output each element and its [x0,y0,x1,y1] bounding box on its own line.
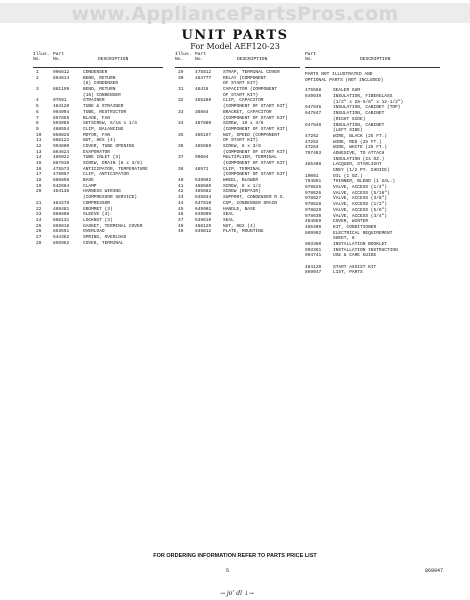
part-description: BEND, RETURN [83,87,116,93]
header-no: No. [305,57,314,62]
illus-number: 28 [36,240,42,246]
part-description: KIT, CONDITIONER [333,224,377,230]
illus-number: 3 [36,87,39,93]
part-description: OF START KIT) [223,81,259,87]
part-description: CLIP, ANTICIPATOR [83,172,129,178]
part-description: VALVE, ACCESS (5/16") [333,190,390,196]
header-rule [175,67,300,68]
part-description: (COMPONENT OF START KIT) [223,104,288,110]
part-number: 978630 [305,213,322,219]
part-number: 868122 [53,138,70,144]
part-number: 475573 [53,166,70,172]
header-description: DESCRIPTION [360,57,391,62]
part-description: STRAP, TERMINAL COVER [223,70,280,75]
part-number: 978628 [305,202,322,208]
part-number: 994741 [305,253,322,259]
illus-number: 10 [36,132,42,138]
header-no: No. [33,57,42,62]
part-number: 978625 [305,185,322,191]
part-number: 649809 [195,212,212,218]
part-description: SLEEVE (3) [83,212,111,218]
part-description: NUT, SPEED (COMPONENT [223,132,280,138]
header-description: DESCRIPTION [98,57,129,62]
part-description: VALVE, ACCESS (3/8") [333,196,388,202]
illus-number: 4 [36,98,39,104]
parts-row [33,241,163,247]
part-description: INSULATION (24 OZ.) [333,156,385,162]
part-description: WIRE, BLACK (25 FT.) [333,133,388,139]
illus-number: 7 [36,115,39,121]
part-number: 647810 [195,200,212,206]
illus-number: 30 [178,75,184,81]
part-description: STRAINER [83,98,105,104]
part-description: CLIP, BALANCING [83,126,124,132]
part-description: TUBE INLET (3) [83,155,121,161]
part-number: 794851 [305,179,322,185]
part-description: GASKET, TERMINAL COVER [83,223,143,229]
part-description: ADHESIVE, TO ATTACH [333,150,385,156]
illus-number: 19 [36,183,42,189]
part-number: 887810 [53,161,70,166]
illus-number: 49 [178,229,184,235]
part-number: 484120 [305,264,322,270]
part-description: (COMPONENT OF START KIT) [223,126,288,132]
part-description: SPRING, OVERLOAD [83,234,127,240]
illus-number: 36 [178,143,184,149]
part-description: BASE [83,178,94,184]
header-no: No. [53,57,62,62]
part-description: (COMPONENT OF START KIT) [223,115,288,121]
part-number: 644362 [53,234,70,240]
part-number: 864614 [53,75,70,81]
part-description: ELECTRICAL REQUIREMENT [333,230,393,236]
part-description: NUT, HEX (4) [83,138,116,144]
illus-number: 45 [178,206,184,212]
part-description: CLIP, CAPACITOR [223,98,264,104]
part-number: 485669 [195,143,212,149]
part-number: 47262 [305,139,319,145]
part-description: LACQUER, STARLIGHT [333,162,382,168]
illus-number: 47 [178,217,184,223]
part-number: 649812 [195,229,212,235]
part-description: (RIGHT SIDE) [333,116,366,122]
note-line: OPTIONAL PARTS (NOT INCLUDED) [305,77,384,83]
rows-col2 [175,70,300,235]
illus-number: 11 [36,138,42,144]
header-part: Part [53,52,65,57]
part-description: BEND, RETURN [83,75,116,81]
part-number: 858826 [53,132,70,138]
illus-number: 34 [178,121,184,127]
not-illustrated-note [305,72,440,83]
header-illus: Illus. [33,52,50,57]
part-description: VALVE, ACCESS (1/4") [333,185,388,191]
parts-row [305,270,440,276]
part-number: 484120 [53,104,70,110]
illus-number: 16 [36,166,42,172]
part-number: 469481 [53,206,70,212]
part-number: 869818 [53,223,70,229]
part-description: WIRE, WHITE (25 FT.) [333,145,388,151]
part-number: 994994 [53,109,70,115]
illus-number: 42 [178,189,184,195]
illus-number: 40 [178,178,184,184]
illus-number: 21 [36,200,42,206]
part-description: OF START KIT) [223,92,259,98]
part-number: 864624 [53,149,70,155]
illus-number: 25 [36,223,42,229]
part-description: SEAL [223,217,234,223]
illus-number: 15 [36,161,42,166]
part-description: WHEEL, BLOWER [223,178,259,184]
illus-number: 2 [36,75,39,81]
part-description: INSTALLATION BOOKLET [333,241,388,247]
part-number: 593085 [53,121,70,127]
part-number: 484136 [53,189,70,195]
illus-number: 8 [36,121,39,127]
part-description: (8) CONDENSER [83,81,119,87]
part-number: 869047 [305,270,322,276]
part-number: 993360 [305,241,322,247]
part-description: USE & CARE GUIDE [333,253,377,259]
illus-number: 27 [36,234,42,240]
part-description: HARNESS WIRING [83,189,121,195]
part-number: 485682 [195,189,212,195]
part-number: 484869 [305,219,322,225]
part-number: 488554 [53,126,70,132]
part-number: 649802 [195,178,212,184]
header-no: No. [175,57,184,62]
part-number: 38864 [195,109,209,115]
note-line: PARTS NOT ILLUSTRATED AND [305,72,373,77]
illus-number: 48 [178,223,184,229]
part-number: 868898 [53,212,70,218]
watermark-banner [0,3,470,23]
rows-col3 [305,88,440,276]
part-description: BRACKET, CAPACITOR [223,109,272,115]
part-description: OIL (1 OZ.) [333,173,363,179]
part-number: 649610 [195,217,212,223]
illus-number: 5 [36,104,39,110]
part-description: SEAL [223,212,234,218]
column-header [175,52,300,67]
illus-number: 22 [36,206,42,212]
part-number: 996812 [53,70,70,75]
part-description: LIST, PARTS [333,270,363,276]
part-description: GROMMET (3) [83,206,113,212]
part-number: 866898 [53,178,70,184]
page-title: UNIT PARTS [181,28,289,43]
part-number: 484278 [53,200,70,206]
illus-number: 31 [178,87,184,93]
part-number: 853551 [53,229,70,235]
part-description: SCREW, 10 x 3/8 [223,121,264,127]
illus-number: 37 [178,155,184,161]
column-header [33,52,163,67]
part-description: MOTOR, FAN [83,132,111,138]
part-number: 642684 [53,183,70,189]
part-number: 465280 [195,98,212,104]
part-description: INSULATION, CABINET (TOP) [333,105,401,111]
illus-number: 12 [36,143,42,149]
rows-col1 [33,70,163,246]
part-description: SCREW, 8 x 3/8 [223,143,261,149]
part-description: TUBE & STRAINER [83,104,124,110]
illus-number: 18 [36,178,42,184]
header-no: No. [195,57,204,62]
part-number: 488120 [195,223,212,229]
illus-number: 35 [178,132,184,138]
part-description: SHEET, 8 [333,236,355,242]
illus-number: 6 [36,109,39,115]
part-number: 797403 [305,150,322,156]
part-number: 647846 [305,105,322,111]
part-description: VALVE, ACCESS (1/2") [333,202,388,208]
parts-column-3 [305,52,440,276]
part-description: HANDLE, BASE [223,206,256,212]
part-description: (COMPONENT OF START KIT) [223,172,288,178]
part-description: BLADE, FAN [83,115,111,121]
part-description: (COMPONENT OF START KIT) [223,161,288,166]
part-description: CUP, CONDENSER DRAIN [223,200,278,206]
column-header [305,52,440,67]
part-description: LOCKNUT (3) [83,217,113,223]
part-description: GREY (1/2 PT. CHOICE) [333,168,390,174]
part-number: 649834 [195,195,212,201]
header-illus: Illus. [175,52,192,57]
part-description: INSULATION, FIBERGLASS [333,94,393,100]
part-number: 488680 [195,183,212,189]
page-number: 5 [226,568,230,574]
part-description: CONDENSER [83,70,108,75]
part-description: THINNER, BLEND (1 GAL.) [333,179,396,185]
part-number: 476057 [53,172,70,178]
illus-number: 20 [36,189,42,195]
parts-row [175,229,300,235]
part-number: 869902 [305,230,322,236]
illus-number: 33 [178,109,184,115]
part-number: 97591 [53,98,67,104]
part-description: VALVE, ACCESS (5/8") [333,207,388,213]
part-description: WIRE, RED (25 FT.) [333,139,382,145]
part-number: 978627 [305,196,322,202]
illus-number: 29 [178,70,184,75]
illus-number: 24 [36,217,42,223]
part-description: INSULATION, CABINET [333,122,385,128]
part-description: OF START KIT) [223,138,259,144]
part-number: 48571 [195,166,209,172]
part-number: 868131 [53,217,70,223]
part-number: 978626 [305,190,322,196]
part-number: 857855 [53,115,70,121]
part-number: 90684 [195,155,209,161]
part-number: 647847 [305,111,322,117]
watermark-text: www.AppliancePartsPros.com [71,3,399,25]
illus-number: 44 [178,200,184,206]
header-part: Part [195,52,207,57]
part-number: 485408 [305,162,322,168]
part-description: RELAY (COMPONENT [223,75,267,81]
part-description: SCREW (REPAIR) [223,189,261,195]
part-description: SEALER GUM [333,88,361,94]
part-number: 484777 [195,75,212,81]
part-number: 475812 [195,70,212,75]
illus-number: 32 [178,98,184,104]
part-description: CAPACITOR (COMPONENT [223,87,278,93]
header-rule [33,67,163,68]
part-description: CLIP, TERMINAL [223,166,261,172]
part-description: MULTIPLIER, TERMINAL [223,155,278,161]
ordering-footer: FOR ORDERING INFORMATION REFER TO PARTS PRICE LIST [153,553,317,559]
part-number: 485022 [53,155,70,161]
document-code: 869047 [425,568,444,574]
illus-number: 14 [36,155,42,161]
part-description: COVER, TERMINAL [83,240,124,246]
part-number: 486197 [195,132,212,138]
part-number: 649901 [195,206,212,212]
model-line: For Model AEF120-23 [190,42,280,51]
part-description: VALVE, ACCESS (3/4") [333,213,388,219]
part-description: PLATE, MOUNTING [223,229,264,235]
part-description: COVER, TUBE OPENING [83,143,135,149]
part-number: 487880 [195,121,212,127]
part-description: (LEFT SIDE) [333,128,363,134]
part-number: 48416 [195,87,209,93]
handwritten-mark: → jo’ dl ↓→ [220,590,254,597]
illus-number: 13 [36,149,42,155]
illus-number: 46 [178,212,184,218]
illus-number: 23 [36,212,42,218]
part-number: 47263 [305,145,319,151]
part-description: INSULATION, CABINET [333,111,385,117]
part-description: SCREW, 8 x 1/2 [223,183,261,189]
part-number: 10081 [305,173,319,179]
illus-number: 17 [36,172,42,178]
header-part: Part [305,52,317,57]
part-number: 47262 [305,133,319,139]
part-description: COMPRESSOR [83,200,111,206]
part-description: COVER, WINTER [333,219,369,225]
illus-number: 1 [36,70,39,75]
part-description: NUT, HEX (4) [223,223,256,229]
part-description: (COMPONENT OF START KIT) [223,149,288,155]
part-number: 994800 [53,143,70,149]
part-description: EVAPORATOR [83,149,111,155]
part-description: INSTALLATION INSTRUCTION [333,247,398,253]
part-number: 855962 [53,240,70,246]
parts-column-1 [33,52,163,246]
part-description: (16) CONDENSER [83,92,121,98]
illus-number: 26 [36,229,42,235]
illus-number: 41 [178,183,184,189]
part-number: 649939 [305,94,322,100]
illus-number: 9 [36,126,39,132]
part-number: 485409 [305,224,322,230]
parts-column-2 [175,52,300,235]
part-description: SCREW, DRAIN (8 x 3/8) [83,161,143,166]
part-number: 475568 [305,88,322,94]
part-number: 647848 [305,122,322,128]
illus-number: 38 [178,166,184,172]
part-number: 861199 [53,87,70,93]
part-description: SUPPORT, CONDENSER R.S. [223,195,286,201]
part-description: OVERLOAD [83,229,105,235]
part-description: (COMPRESSOR SERVICE) [83,195,138,201]
part-description: SETSCREW, 5/16 x 1/4 [83,121,138,127]
part-number: 993361 [305,247,322,253]
part-description: CLAMP [83,183,97,189]
part-description: TUBE, RESTRICTOR [83,109,127,115]
header-description: DESCRIPTION [237,57,268,62]
part-description: (1/2" x 28-5/8" x 12-1/2") [333,99,404,105]
part-number: 978629 [305,207,322,213]
part-description: ANTICIPATOR, TEMPERATURE [83,166,148,172]
header-rule [305,67,440,68]
illus-number: 43 [178,195,184,201]
part-description: START ASSIST KIT [333,264,377,270]
